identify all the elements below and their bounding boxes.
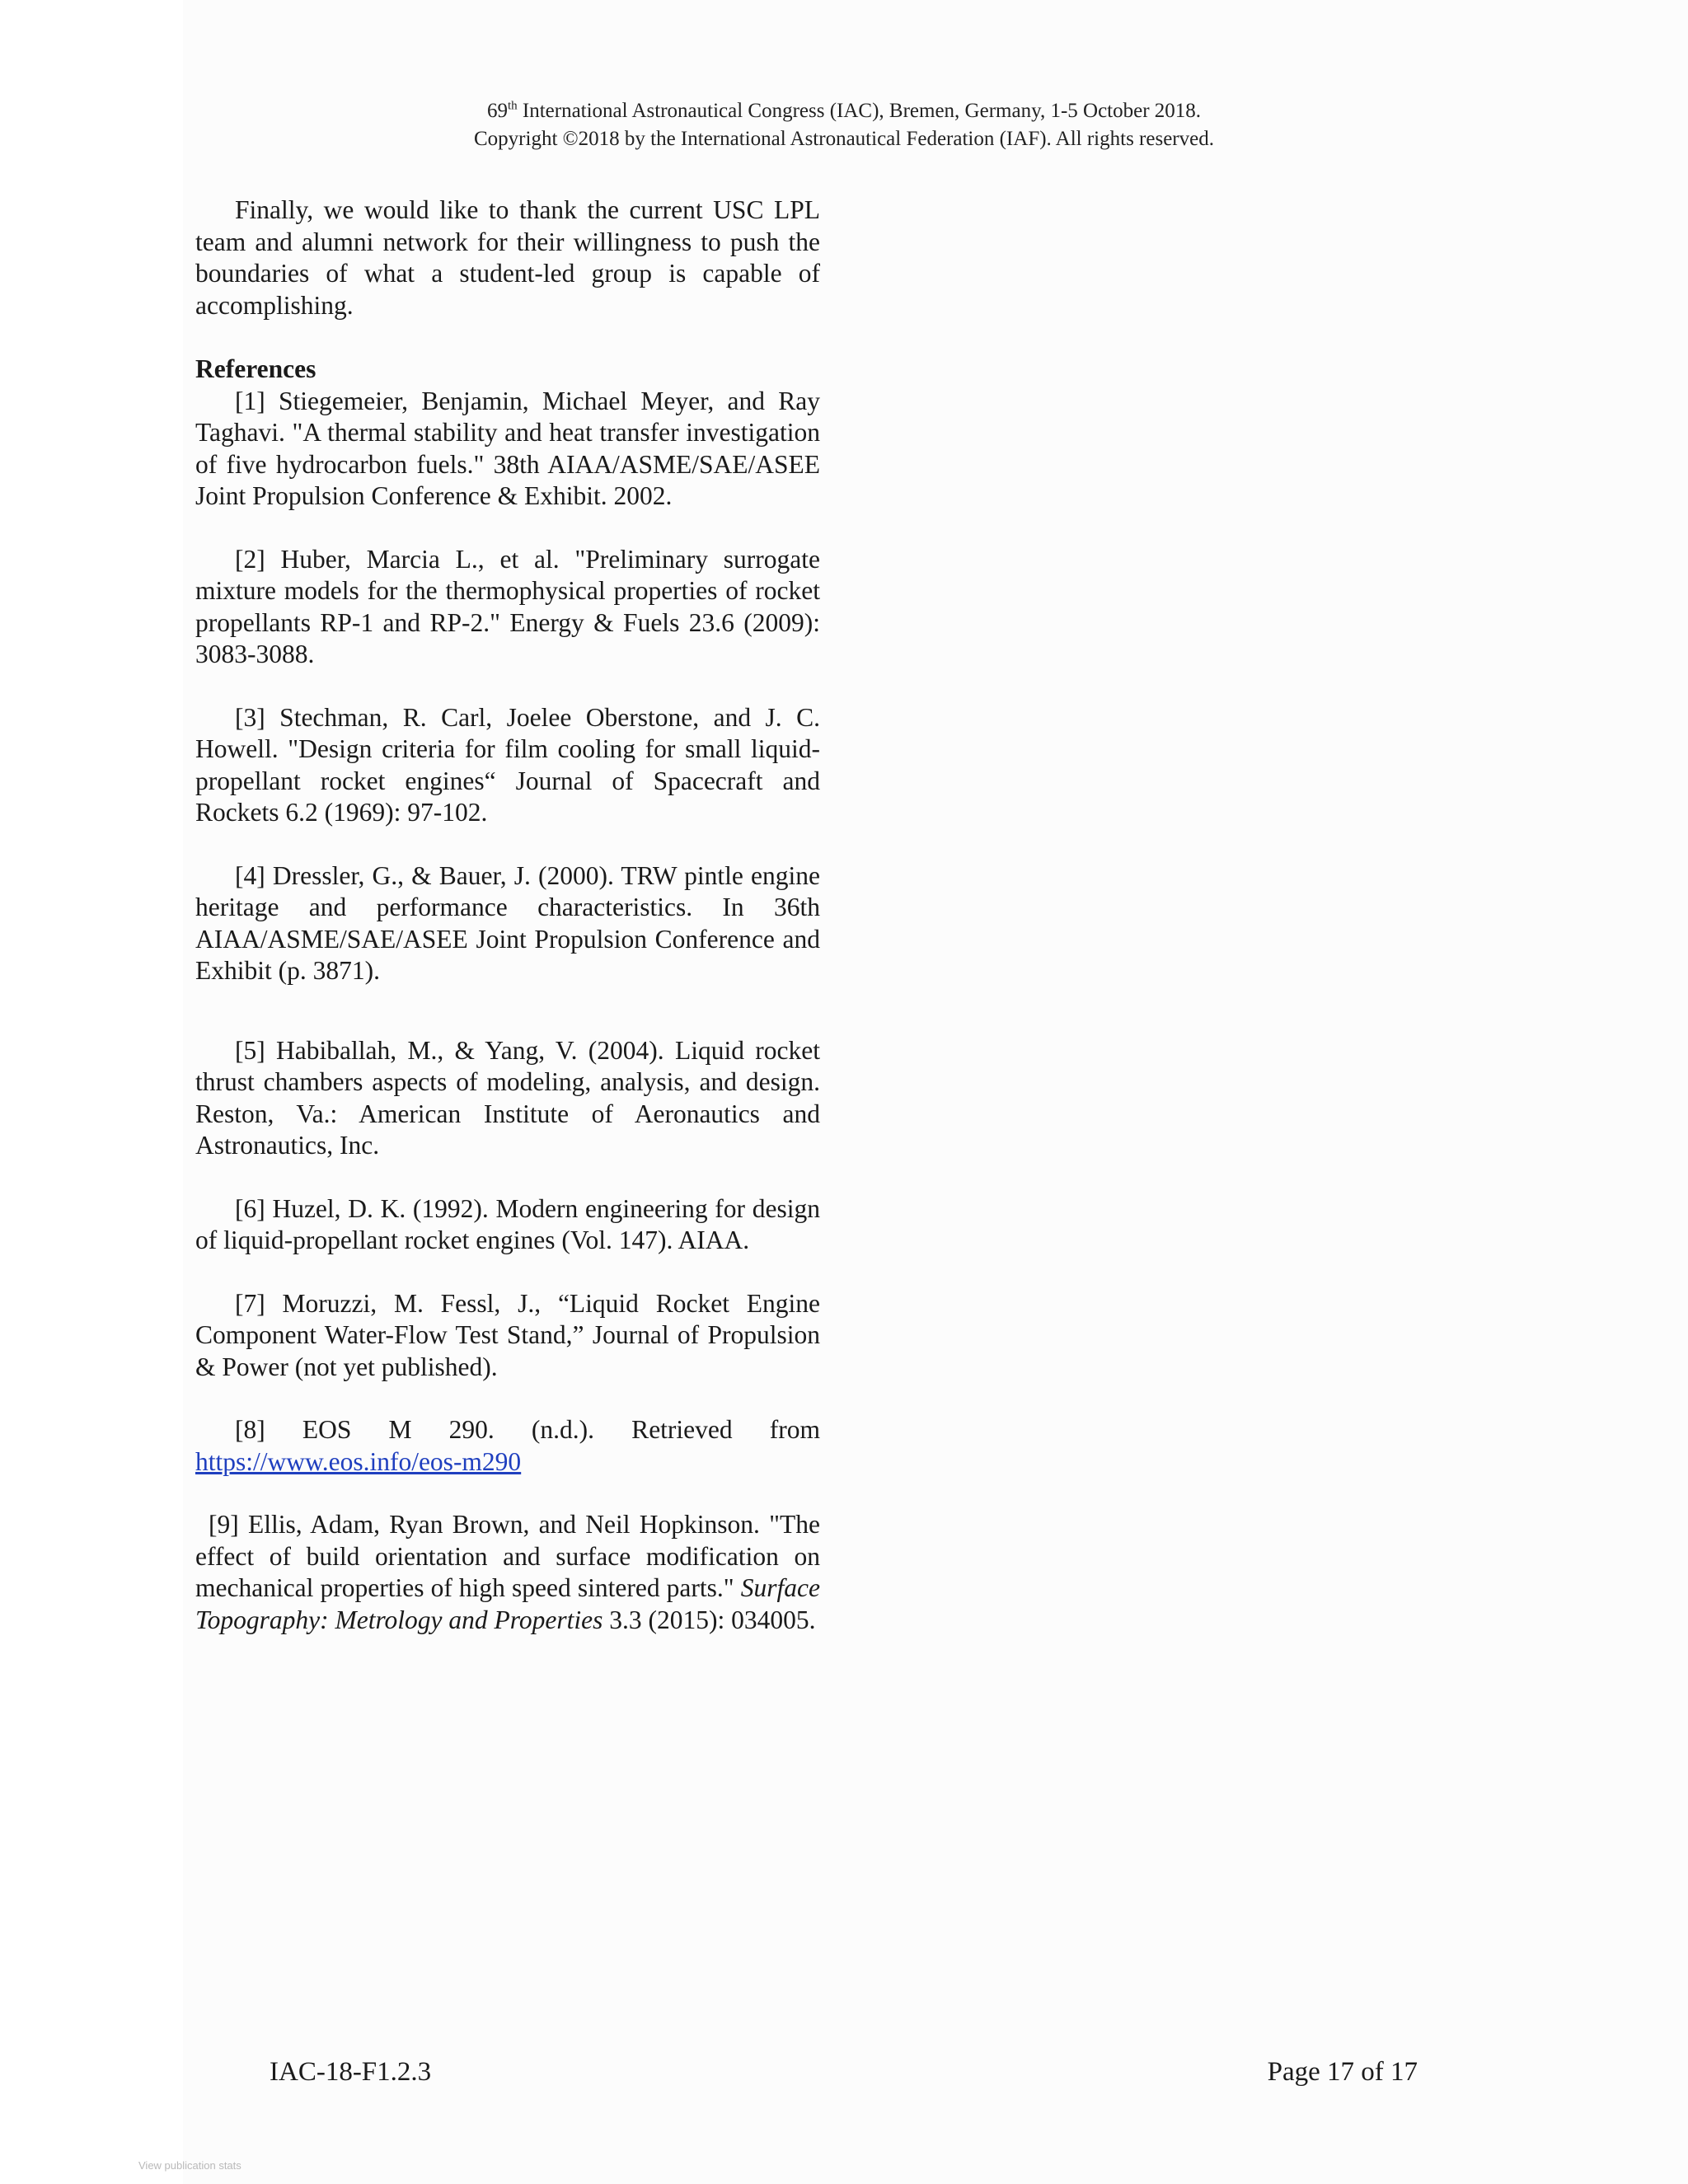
reference-1: [1] Stiegemeier, Benjamin, Michael Meyer, and Ray Taghavi. "A thermal stability and heat transfer investigation of five hydrocarbon fuels." 38th AIAA/ASME/SAE/ASEE Joint Propulsion Conference & Exhibit. 2002. xyxy=(195,386,820,510)
footer-page-number: Page 17 of 17 xyxy=(1267,2057,1418,2087)
header-conference: International Astronautical Congress (IAC), Bremen, Germany, 1-5 October 2018. xyxy=(517,100,1202,122)
footer-paper-id: IAC-18-F1.2.3 xyxy=(270,2057,432,2087)
acknowledgement-paragraph: Finally, we would like to thank the current USC LPL team and alumni network for their willingness to push the boundaries of what a student-led group is capable of accomplishing. xyxy=(195,195,820,320)
reference-3: [3] Stechman, R. Carl, Joelee Oberstone, and J. C. Howell. "Design criteria for film cooling for small liquid-propellant rocket engines“ Journal of Spacecraft and Rockets 6.2 (1969): 97-102. xyxy=(195,702,820,827)
header-ordinal-suffix: th xyxy=(507,99,518,113)
text-column xyxy=(195,194,820,1667)
reference-8-text: [8] EOS M 290. (n.d.). Retrieved from xyxy=(235,1415,820,1444)
references-heading: References xyxy=(195,354,316,383)
reference-5: [5] Habiballah, M., & Yang, V. (2004). Liquid rocket thrust chambers aspects of modeling, analysis, and design. Reston, Va.: American Institute of Aeronautics and Astronautics, Inc. xyxy=(195,1035,820,1160)
reference-8-link[interactable]: https://www.eos.info/eos-m290 xyxy=(195,1446,522,1476)
reference-6: [6] Huzel, D. K. (1992). Modern engineering for design of liquid-propellant rocket engines (Vol. 147). AIAA. xyxy=(195,1193,820,1254)
reference-2: [2] Huber, Marcia L., et al. "Preliminary surrogate mixture models for the thermophysical properties of rocket propellants RP-1 and RP-2." Energy & Fuels 23.6 (2009): 3083-3088. xyxy=(195,544,820,668)
reference-8 xyxy=(195,1414,820,1478)
reference-9 xyxy=(195,1509,820,1636)
reference-4: [4] Dressler, G., & Bauer, J. (2000). TRW pintle engine heritage and performance characteristics. In 36th AIAA/ASME/SAE/ASEE Joint Propulsion Conference and Exhibit (p. 3871). xyxy=(195,860,820,985)
header-ordinal: 69 xyxy=(486,100,508,122)
header-line-1 xyxy=(0,97,1688,125)
view-publication-stats-link[interactable]: View publication stats xyxy=(138,2159,241,2172)
reference-9-tail: 3.3 (2015): 034005. xyxy=(609,1605,816,1634)
reference-9-text: [9] Ellis, Adam, Ryan Brown, and Neil Hopkinson. "The effect of build orientation and surface modification on mechanical properties of high speed sintered parts." xyxy=(195,1510,820,1602)
header-line-2: Copyright ©2018 by the International Astronautical Federation (IAF). All rights reserved. xyxy=(474,128,1214,150)
page-header xyxy=(0,97,1688,153)
reference-9-journal: Surface Topography: Metrology and Properties xyxy=(195,1573,820,1634)
reference-7: [7] Moruzzi, M. Fessl, J., “Liquid Rocket Engine Component Water-Flow Test Stand,” Journal of Propulsion & Power (not yet published). xyxy=(195,1288,820,1381)
